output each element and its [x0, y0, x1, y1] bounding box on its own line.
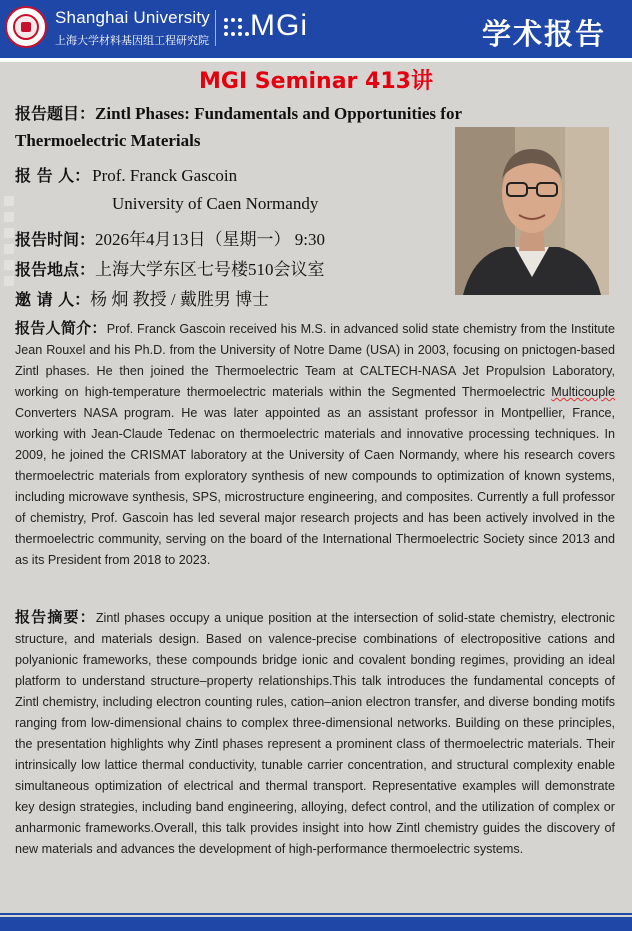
- speaker-label: 报 告 人：: [15, 166, 91, 185]
- location-label: 报告地点：: [15, 260, 96, 279]
- speaker-name: Prof. Franck Gascoin: [92, 166, 238, 185]
- location-row: [15, 255, 325, 280]
- bio-label: 报告人简介：: [15, 319, 107, 337]
- abstract-text: Zintl phases occupy a unique position at the intersection of solid-state chemistry, electronic structure, and materials design. Based on valence-precise combinations of electropositive cations and polyanionic frameworks, these compounds bridge ionic and covalent bonding regimes, providing an ideal platform to understand structure–property relationships.This talk introduces the fundamental concepts of Zintl chemistry, including electron counting rules, cation–anion electron transfer, and diverse bonding motifs ranging from low-dimensional chains to complex three-dimensional networks. Building on these principles, the presentation highlights why Zintl phases represent a prominent class of thermoelectric materials. Their intrinsically low lattice thermal conductivity, tunable carrier concentration, and structural complexity enable simultaneous optimization of electrical and thermal transport. Representative examples will demonstrate key design strategies, including band engineering, alloying, defect control, and the utilization of complex or anharmonic frameworks.Overall, this talk provides insight into how Zintl chemistry guides the discovery of new materials and advances the development of high-performance thermoelectric systems.: [15, 611, 615, 856]
- footer-bar: [0, 917, 632, 931]
- background-watermark: [2, 190, 16, 310]
- seminar-title: MGI Seminar 413讲: [199, 69, 433, 94]
- academic-report-label: 学术报告: [482, 17, 607, 51]
- speaker-photo: [455, 127, 609, 295]
- speaker-bio: [15, 318, 615, 571]
- topic-row: [15, 101, 462, 124]
- bio-text-part2: Converters NASA program. He was later appointed as an assistant professor in Montpellier, France, working with Jean-Claude Tedenac on thermoelectric materials and innovative processing techniques. In 2009, he joined the CRISMAT laboratory at the University of Caen Normandy, where his research covers thermoelectric materials from exploratory synthesis of new compounds to optimization of known systems, including microwave synthesis, SPS, microstructure engineering, and composites. Currently a full professor of chemistry, Prof. Gascoin has led several major research projects and has been actively involved in the thermoelectric community, serving on the board of the International Thermoelectric Society since 2013 and as its President from 2018 to 2023.: [15, 406, 615, 567]
- university-seal-icon: [5, 6, 47, 48]
- header-underline: [0, 58, 632, 62]
- inviter-row: [15, 285, 269, 310]
- location-value: 上海大学东区七号楼510会议室: [95, 260, 325, 279]
- mgi-logo-text: MGi: [250, 9, 308, 42]
- topic-row-2: [15, 131, 201, 151]
- topic-line1: Zintl Phases: Fundamentals and Opportunities for: [95, 104, 462, 123]
- affiliation-row: [112, 194, 318, 214]
- mgi-dots-icon: [222, 14, 252, 40]
- footer-line: [0, 913, 632, 915]
- university-name-en: Shanghai University: [55, 8, 210, 27]
- time-label: 报告时间：: [15, 230, 96, 249]
- abstract-label: 报告摘要：: [15, 608, 96, 626]
- bio-text-part1: Prof. Franck Gascoin received his M.S. in advanced solid state chemistry from the Institute Jean Rouxel and his Ph.D. from the University of Notre Dame (USA) in 2003, focusing on pnictogen-based Zintl phases. He then joined the Thermoelectric Team at CALTECH-NASA Jet Propulsion Laboratory, working on high-temperature thermoelectric materials within the Segmented Thermoelectric: [15, 322, 615, 399]
- speaker-row: [15, 163, 237, 186]
- header-bar: [0, 0, 632, 58]
- bio-underlined-word: Multicouple: [551, 385, 615, 399]
- topic-label: 报告题目：: [15, 104, 96, 123]
- time-row: [15, 225, 325, 250]
- university-name-cn: 上海大学材料基因组工程研究院: [55, 35, 209, 47]
- time-value: 2026年4月13日（星期一） 9:30: [95, 230, 325, 249]
- inviter-value: 杨 炯 教授 / 戴胜男 博士: [90, 290, 270, 309]
- talk-abstract: [15, 607, 615, 860]
- topic-line2: Thermoelectric Materials: [15, 131, 201, 150]
- header-divider: [215, 10, 216, 46]
- inviter-label: 邀 请 人：: [15, 290, 91, 309]
- speaker-affiliation: University of Caen Normandy: [112, 194, 319, 213]
